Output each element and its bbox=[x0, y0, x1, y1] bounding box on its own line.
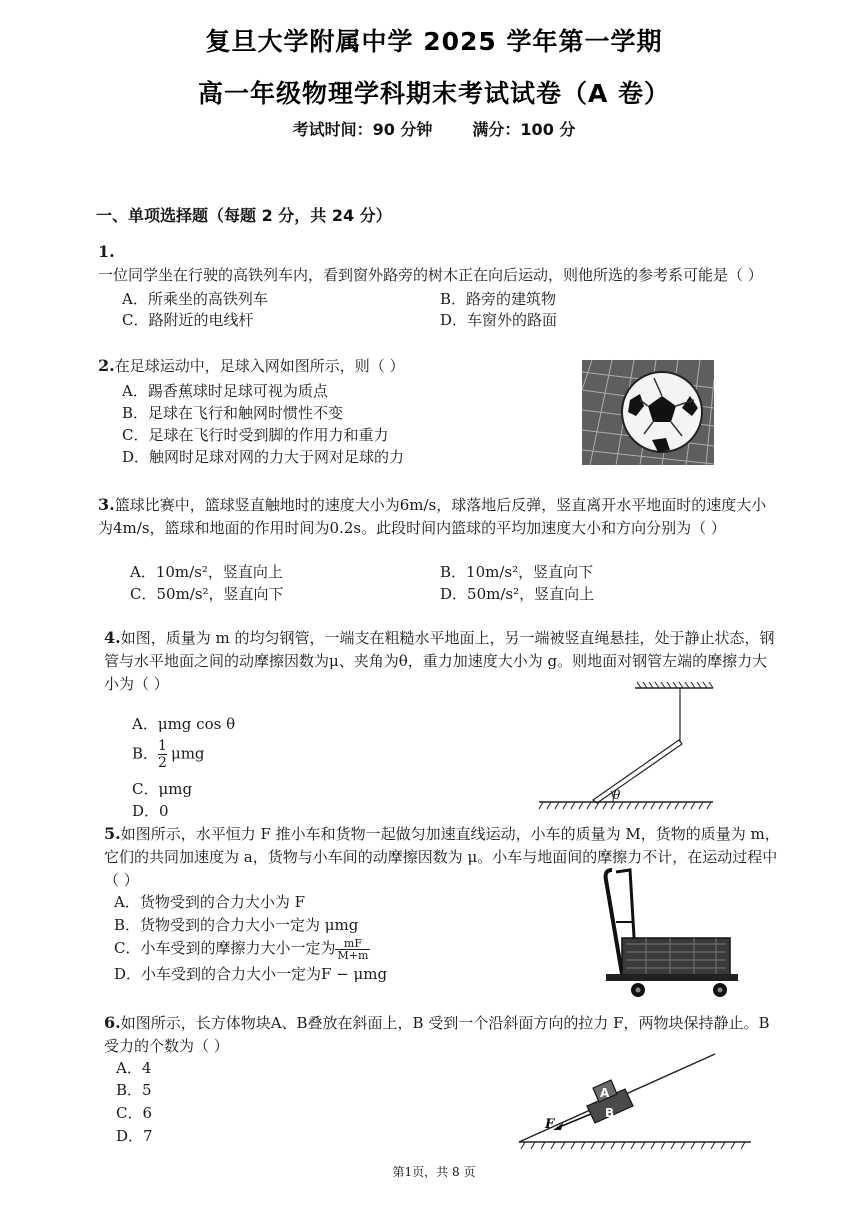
q4-option-b: B． $\frac{1}{2}$ μmg bbox=[132, 738, 205, 771]
question-1 bbox=[98, 240, 778, 287]
q1-option-d: D．车窗外的路面 bbox=[440, 311, 558, 329]
q3-option-b: B．10m/s²，竖直向下 bbox=[440, 563, 594, 581]
q2-option-c: C．足球在飞行时受到脚的作用力和重力 bbox=[122, 426, 389, 444]
question-number: 4. bbox=[104, 628, 121, 647]
fraction: $\frac{1}{2}$ bbox=[158, 738, 167, 771]
question-text: 篮球比赛中，篮球竖直触地时的速度大小为6m/s，球落地后反弹，竖直离开水平地面时的速度大小为4m/s，篮球和地面的作用时间为0.2s。此段时间内篮球的平均加速度大小和方向分别为（ ） bbox=[98, 496, 767, 537]
question-2 bbox=[98, 354, 568, 378]
q1-option-b: B．路旁的建筑物 bbox=[440, 290, 557, 308]
question-number: 6. bbox=[104, 1013, 121, 1032]
q6-option-b: B．5 bbox=[116, 1081, 152, 1099]
question-text: 一位同学坐在行驶的高铁列车内，看到窗外路旁的树木正在向后运动，则他所选的参考系可能是（ ） bbox=[98, 266, 763, 284]
block-b-label: B bbox=[605, 1106, 615, 1120]
question-text: 如图，质量为 m 的均匀钢管，一端支在粗糙水平地面上，另一端被竖直绳悬挂，处于静止状态，钢管与水平地面之间的动摩擦因数为μ、夹角为θ，重力加速度大小为 g。则地面对钢管左端的摩擦力大小为（ ） bbox=[104, 629, 775, 693]
question-number: 3. bbox=[98, 495, 115, 514]
q2-option-d: D．触网时足球对网的力大于网对足球的力 bbox=[122, 448, 405, 466]
exam-info bbox=[0, 117, 868, 140]
q2-option-b: B．足球在飞行和触网时惯性不变 bbox=[122, 404, 344, 422]
pipe-rope-figure bbox=[535, 682, 715, 812]
q6-option-c: C．6 bbox=[116, 1104, 153, 1122]
q5-option-a: A．货物受到的合力大小为 F bbox=[114, 893, 306, 911]
cart-cargo-figure bbox=[596, 862, 741, 1004]
q1-option-a: A．所乘坐的高铁列车 bbox=[122, 290, 268, 308]
question-number: 1. bbox=[98, 242, 115, 261]
q1-option-c: C．路附近的电线杆 bbox=[122, 311, 254, 329]
question-number: 2. bbox=[98, 356, 115, 375]
block-a-label: A bbox=[600, 1086, 610, 1100]
full-score: 满分：100 分 bbox=[472, 120, 576, 139]
exam-title-line2: 高一年级物理学科期末考试试卷（A 卷） bbox=[197, 79, 671, 108]
q4-option-a: A．μmg cos θ bbox=[132, 715, 236, 733]
question-number: 5. bbox=[104, 824, 121, 843]
q3-option-d: D．50m/s²，竖直向上 bbox=[440, 585, 595, 603]
q4-option-d: D．0 bbox=[132, 802, 169, 820]
q2-option-a: A．踢香蕉球时足球可视为质点 bbox=[122, 382, 328, 400]
exam-time: 考试时间：90 分钟 bbox=[292, 120, 433, 139]
q3-option-c: C．50m/s²，竖直向下 bbox=[130, 585, 284, 603]
soccer-ball-net-image bbox=[582, 360, 714, 465]
page-footer: 第1页，共 8 页 bbox=[392, 1165, 476, 1179]
force-f-label: F bbox=[545, 1117, 555, 1132]
q5-option-c: C．小车受到的摩擦力大小一定为 $\frac{mF}{M+m}$ bbox=[114, 936, 369, 962]
question-text: 如图所示，长方体物块A、B叠放在斜面上，B 受到一个沿斜面方向的拉力 F，两物块保持静止。B 受力的个数为（ ） bbox=[104, 1014, 770, 1055]
question-text: 在足球运动中，足球入网如图所示，则（ ） bbox=[114, 357, 405, 375]
question-3 bbox=[98, 493, 778, 540]
q4-option-c: C．μmg bbox=[132, 780, 193, 798]
q5-option-d: D．小车受到的合力大小一定为F − μmg bbox=[114, 965, 388, 983]
incline-blocks-figure bbox=[515, 1050, 755, 1150]
q3-option-a: A．10m/s²，竖直向上 bbox=[130, 563, 283, 581]
q6-option-d: D．7 bbox=[116, 1127, 153, 1145]
question-text: 如图所示，水平恒力 F 推小车和货物一起做匀加速直线运动，小车的质量为 M，货物的质量为 m，它们的共同加速度为 a，货物与小车间的动摩擦因数为 μ。小车与地面间的摩擦力不计，在运动过程中（ ） bbox=[104, 825, 780, 889]
fraction: $\frac{mF}{M+m}$ bbox=[337, 936, 369, 962]
q5-option-b: B．货物受到的合力大小一定为 μmg bbox=[114, 916, 359, 934]
section-title: 一、单项选择题（每题 2 分，共 24 分） bbox=[96, 206, 392, 225]
theta-label: θ bbox=[613, 788, 621, 802]
exam-title-line1: 复旦大学附属中学 2025 学年第一学期 bbox=[205, 27, 663, 56]
q6-option-a: A．4 bbox=[116, 1059, 152, 1077]
